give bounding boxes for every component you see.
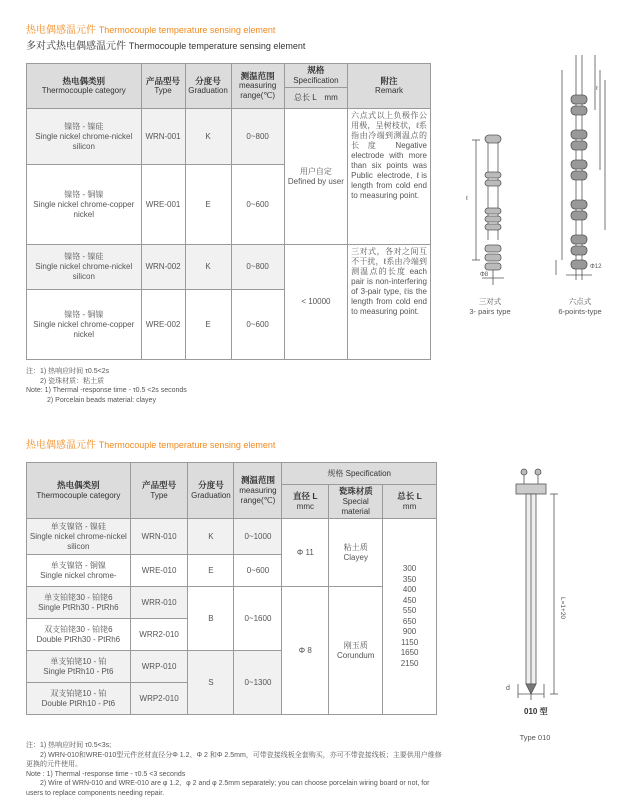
row1-type: WRN-001 (141, 109, 185, 165)
t2-header-type: 产品型号 Type (130, 463, 188, 519)
note-line: 注：1) 热响应时间 τ0.5<3s; (26, 742, 112, 749)
row2-range: 0~600 (231, 165, 284, 245)
section1-title-zh: 热电偶感温元件 (26, 25, 96, 36)
t2-header-diameter: 直径 L mmc (282, 485, 329, 519)
t2-diameter-11: Φ 11 (282, 519, 329, 587)
note-line: Note: 1) Thermal -response time - τ0.5 <2s seconds (26, 387, 187, 394)
note-line: 2) 瓷珠材质：粘土质 (26, 377, 105, 385)
section2-title-en: Thermocouple temperature sensing element (98, 440, 276, 450)
fig-six-point-caption: 六点式 6-points-type (558, 297, 602, 316)
t2-row1-category: 单支镍铬 - 镍硅 Single nickel chrome-nickel silicon (27, 519, 131, 555)
header-range: 测温范围 measuring range(℃) (231, 64, 284, 109)
t2-row4-type: WRR2-010 (130, 619, 188, 651)
fig-three-pair-caption: 三对式 3- pairs type (469, 297, 511, 316)
row4-range: 0~600 (231, 290, 284, 360)
svg-text:ℓ: ℓ (466, 196, 468, 202)
header-graduation: 分度号 Graduation (185, 64, 231, 109)
t2-grad-s: S (188, 651, 234, 715)
svg-text:Φ12: Φ12 (590, 264, 602, 270)
t2-lengths: 300 350 400 450 550 650 900 1150 1650 2150 (383, 519, 437, 715)
t2-row5-category: 单支铂铑10 - 铂 Single PtRh10 - Pt6 (27, 651, 131, 683)
length-fixed: < 10000 (284, 245, 347, 360)
note-line: 2) Porcelain beads material: clayey (26, 396, 156, 404)
section2-notes (26, 741, 446, 798)
row3-type: WRN-002 (141, 245, 185, 290)
svg-text:ℓ: ℓ (596, 86, 598, 92)
fig-010-label: 010 型 (524, 707, 548, 716)
length-user-defined: 用户自定 Defined by user (284, 109, 347, 245)
t2-grad-b: B (188, 587, 234, 651)
note-line: Note : 1) Thermal -response time - τ0.5 <3 seconds (26, 770, 186, 778)
section1-title-en: Thermocouple temperature sensing element (98, 25, 276, 35)
header-category: 热电偶类别 Thermocouple category (27, 64, 142, 109)
header-spec: 规格 Specification (284, 64, 347, 88)
section2-title (26, 436, 275, 451)
row2-category: 镍铬 - 铜镍 Single nickel chrome-copper nickel (27, 165, 142, 245)
three-pair-element-drawing (458, 100, 528, 295)
t2-row4-category: 双支铂铑30 - 铂铑6 Double PtRh30 - PtRh6 (27, 619, 131, 651)
t2-row3-type: WRR-010 (130, 587, 188, 619)
t2-row2-range: 0~600 (234, 555, 282, 587)
row2-type: WRE-001 (141, 165, 185, 245)
t2-row1-grad: K (188, 519, 234, 555)
remark-six-point: 六点式以上负极作公用极，呈树枝状，ℓ系指由冷端到测温点的长度 Negative electrode with more than six points was Public electrode, ℓis length from cold end to measuring point. (348, 109, 431, 245)
t2-header-category: 热电偶类别 Thermocouple category (27, 463, 131, 519)
t2-range-s: 0~1300 (234, 651, 282, 715)
fig-dim-label: L=1+20 (559, 597, 566, 620)
section1-title (26, 21, 275, 36)
t2-row6-category: 双支铂铑10 - 铂 Double PtRh10 - Pt6 (27, 683, 131, 715)
t2-material-clayey: 粘土质 Clayey (329, 519, 383, 587)
section2-title-zh: 热电偶感温元件 (26, 440, 96, 451)
section1-subtitle (26, 37, 305, 52)
fig-010-caption: Type 010 (519, 733, 551, 742)
t2-diameter-8: Φ 8 (282, 587, 329, 715)
row4-category: 镍铬 - 铜镍 Single nickel chrome-copper nickel (27, 290, 142, 360)
fig-d-label: d (506, 685, 510, 692)
row3-grad: K (185, 245, 231, 290)
t2-header-spec: 规格 Specification (282, 463, 437, 485)
t2-row1-range: 0~1000 (234, 519, 282, 555)
t2-row2-grad: E (188, 555, 234, 587)
svg-text:Φ8: Φ8 (480, 272, 489, 278)
t2-header-graduation: 分度号 Graduation (188, 463, 234, 519)
row1-category: 镍铬 - 镍硅 Single nickel chrome-nickel silicon (27, 109, 142, 165)
row4-grad: E (185, 290, 231, 360)
row1-grad: K (185, 109, 231, 165)
t2-row2-category: 单支镍铬 - 铜镍 Single nickel chrome- (27, 555, 131, 587)
header-length: 总长 L mm (284, 88, 347, 109)
single-element-spec-table (26, 462, 437, 715)
section1-notes (26, 367, 326, 405)
t2-header-range: 测温范围 measuring range(℃) (234, 463, 282, 519)
section1-subtitle-en: Thermocouple temperature sensing element (128, 41, 306, 51)
six-point-element-drawing (540, 50, 620, 295)
row3-range: 0~800 (231, 245, 284, 290)
t2-header-material: 瓷珠材质 Special material (329, 485, 383, 519)
note-line: 注：1) 热响应时间 τ0.5<2s (26, 368, 110, 375)
t2-row5-type: WRP-010 (130, 651, 188, 683)
header-type: 产品型号 Type (141, 64, 185, 109)
note-line: 2) WRN-010和WRE-010型元件丝材直径分Φ 1.2、Φ 2 和Φ 2.5mm，可带瓷接线板全套购买，亦可不带瓷接线板；主要供用户维修更换的元件使用。 (26, 751, 442, 768)
row4-type: WRE-002 (141, 290, 185, 360)
t2-row3-category: 单支铂铑30 - 铂铑6 Single PtRh30 - PtRh6 (27, 587, 131, 619)
t2-row2-type: WRE-010 (130, 555, 188, 587)
t2-material-corundum: 刚玉质 Corundum (329, 587, 383, 715)
multi-pair-spec-table (26, 63, 431, 360)
row2-grad: E (185, 165, 231, 245)
row1-range: 0~800 (231, 109, 284, 165)
section1-subtitle-zh: 多对式热电偶感温元件 (26, 41, 126, 52)
t2-header-length: 总长 L mm (383, 485, 437, 519)
header-remark: 附注 Remark (348, 64, 431, 109)
remark-three-pair: 三对式，各对之间互不干扰，ℓ系由冷端到测温点的长度 each pair is non-interfering of 3-pair type, ℓis the length from cold end to measuring point. (348, 245, 431, 360)
note-line: 2) Wire of WRN-010 and WRE-010 are φ 1.2、φ 2 and φ 2.5mm separately; you can choose porcelain wiring board or not, for users to replace components needing repair. (26, 780, 430, 797)
type-010-element-drawing (480, 462, 590, 732)
t2-range-b: 0~1600 (234, 587, 282, 651)
t2-row6-type: WRP2-010 (130, 683, 188, 715)
t2-row1-type: WRN-010 (130, 519, 188, 555)
row3-category: 镍铬 - 镍硅 Single nickel chrome-nickel silicon (27, 245, 142, 290)
